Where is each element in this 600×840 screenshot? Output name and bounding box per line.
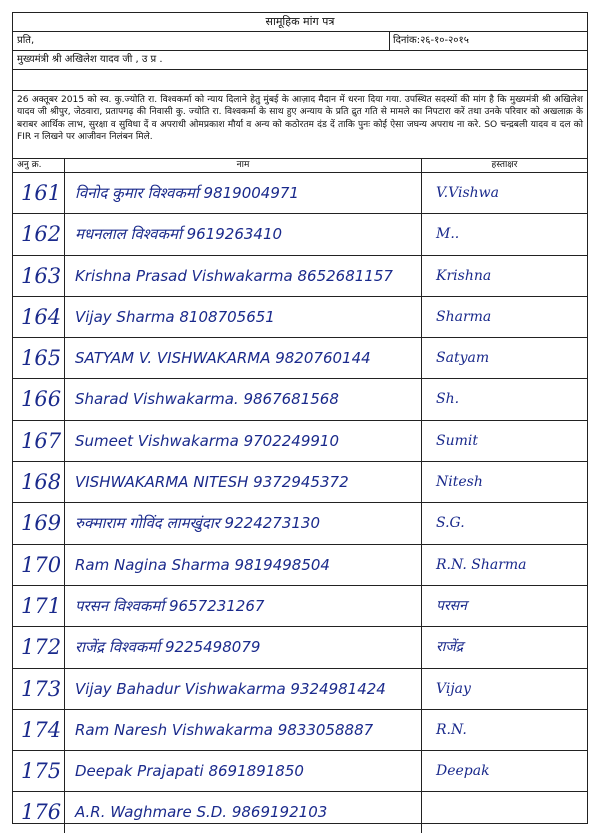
- row-name: Sumeet Vishwakarma 9702249910: [65, 421, 422, 461]
- row-number: 168: [13, 462, 65, 502]
- row-number: 163: [13, 256, 65, 296]
- row-name: Sharad Vishwakarma. 9867681568: [65, 379, 422, 419]
- row-name: Vijay Sharma 8108705651: [65, 297, 422, 337]
- row-number: 164: [13, 297, 65, 337]
- addressee: मुख्यमंत्री श्री अखिलेश यादव जी , उ प्र .: [13, 51, 587, 70]
- table-row: [13, 627, 587, 668]
- table-header: [13, 159, 587, 173]
- row-number: 167: [13, 421, 65, 461]
- row-name: Ram Naresh Vishwakarma 9833058887: [65, 710, 422, 750]
- petition-sheet: [12, 12, 588, 824]
- row-signature: Deepak: [436, 763, 490, 780]
- petition-body: 26 अक्तूबर 2015 को स्व. कु.ज्योति रा. विश्वकर्मा को न्याय दिलाने हेतु मुंबई के आज़ाद मैदान में धरना दिया गया. उपस्थित सदस्यों की मांग है कि मुख्यमंत्री श्री अखिलेश यादव जी श्रीपुर, जेठवारा, प्रतापगढ़ की निवासी कु. ज्योति रा. विश्वकर्मा के साथ हुए अन्याय के प्रति द्रुत गति से मामले का निपटारा करें तथा उनके परिवार को अखलाक़ के बराबर आर्थिक लाभ, सुरक्षा व सुविधा दें व अपराधी ओमप्रकाश मौर्या व अन्य को कठोरतम दंड दें ताकि पुनः कोई ऐसा जघन्य अपराध ना करे. SO चन्द्रबली यादव व दल को FIR न लिखने पर आजीवन निलंबन मिले.: [13, 91, 587, 159]
- table-row: [13, 256, 587, 297]
- row-number: 176: [13, 792, 65, 832]
- table-row: [13, 792, 587, 832]
- row-number: 171: [13, 586, 65, 626]
- row-name: VISHWAKARMA NITESH 9372945372: [65, 462, 422, 502]
- meta-row: [13, 32, 587, 51]
- row-number: 175: [13, 751, 65, 791]
- row-name: A.R. Waghmare S.D. 9869192103: [65, 792, 422, 832]
- row-signature: परसन: [436, 597, 467, 614]
- row-signature: Sharma: [436, 308, 492, 325]
- table-row: [13, 751, 587, 792]
- row-number: 169: [13, 503, 65, 543]
- row-signature: Vijay: [436, 680, 471, 697]
- row-number: 161: [13, 173, 65, 213]
- row-number: 174: [13, 710, 65, 750]
- header-signature: हस्ताक्षर: [491, 160, 518, 170]
- row-name: विनोद कुमार विश्वकर्मा 9819004971: [65, 173, 422, 213]
- table-row: [13, 338, 587, 379]
- table-row: [13, 297, 587, 338]
- row-name: परसन विश्वकर्मा 9657231267: [65, 586, 422, 626]
- document-title: सामूहिक मांग पत्र: [13, 13, 587, 32]
- to-label: प्रति,: [17, 35, 35, 46]
- table-row: [13, 586, 587, 627]
- table-row: [13, 545, 587, 586]
- table-row: [13, 503, 587, 544]
- table-row: [13, 421, 587, 462]
- table-row: [13, 379, 587, 420]
- row-number: 165: [13, 338, 65, 378]
- blank-row: [13, 70, 587, 91]
- row-number: 173: [13, 669, 65, 709]
- row-name: Vijay Bahadur Vishwakarma 9324981424: [65, 669, 422, 709]
- row-signature: V.Vishwa: [436, 185, 499, 201]
- row-signature: Krishna: [436, 267, 492, 284]
- row-signature: [422, 792, 587, 832]
- row-number: 166: [13, 379, 65, 419]
- table-row: [13, 669, 587, 710]
- header-sno: अनु क्र.: [13, 159, 65, 172]
- row-signature: Satyam: [436, 350, 490, 367]
- meta-divider: [389, 32, 390, 50]
- table-row: [13, 214, 587, 255]
- table-row: [13, 173, 587, 214]
- row-name: Ram Nagina Sharma 9819498504: [65, 545, 422, 585]
- row-name: SATYAM V. VISHWAKARMA 9820760144: [65, 338, 422, 378]
- row-signature: M..: [436, 226, 460, 243]
- row-signature: Sh.: [436, 391, 460, 408]
- row-signature: S.G.: [436, 515, 465, 532]
- row-number: 162: [13, 214, 65, 254]
- date-label: दिनांक:२६-१०-२०१५: [393, 35, 469, 46]
- row-signature: R.N.: [436, 721, 467, 738]
- row-signature: Sumit: [436, 432, 478, 449]
- table-row: [13, 462, 587, 503]
- header-name: नाम: [65, 159, 422, 172]
- table-row: [13, 710, 587, 751]
- row-number: 172: [13, 627, 65, 667]
- row-name: Krishna Prasad Vishwakarma 8652681157: [65, 256, 422, 296]
- row-name: रुक्माराम गोविंद लामखुंदार 9224273130: [65, 503, 422, 543]
- signature-table-body: [13, 173, 587, 833]
- row-name: मधनलाल विश्वकर्मा 9619263410: [65, 214, 422, 254]
- row-name: Deepak Prajapati 8691891850: [65, 751, 422, 791]
- row-signature: R.N. Sharma: [436, 556, 527, 573]
- row-name: राजेंद्र विश्वकर्मा 9225498079: [65, 627, 422, 667]
- row-signature: राजेंद्र: [436, 639, 464, 656]
- row-signature: Nitesh: [436, 474, 483, 491]
- row-number: 170: [13, 545, 65, 585]
